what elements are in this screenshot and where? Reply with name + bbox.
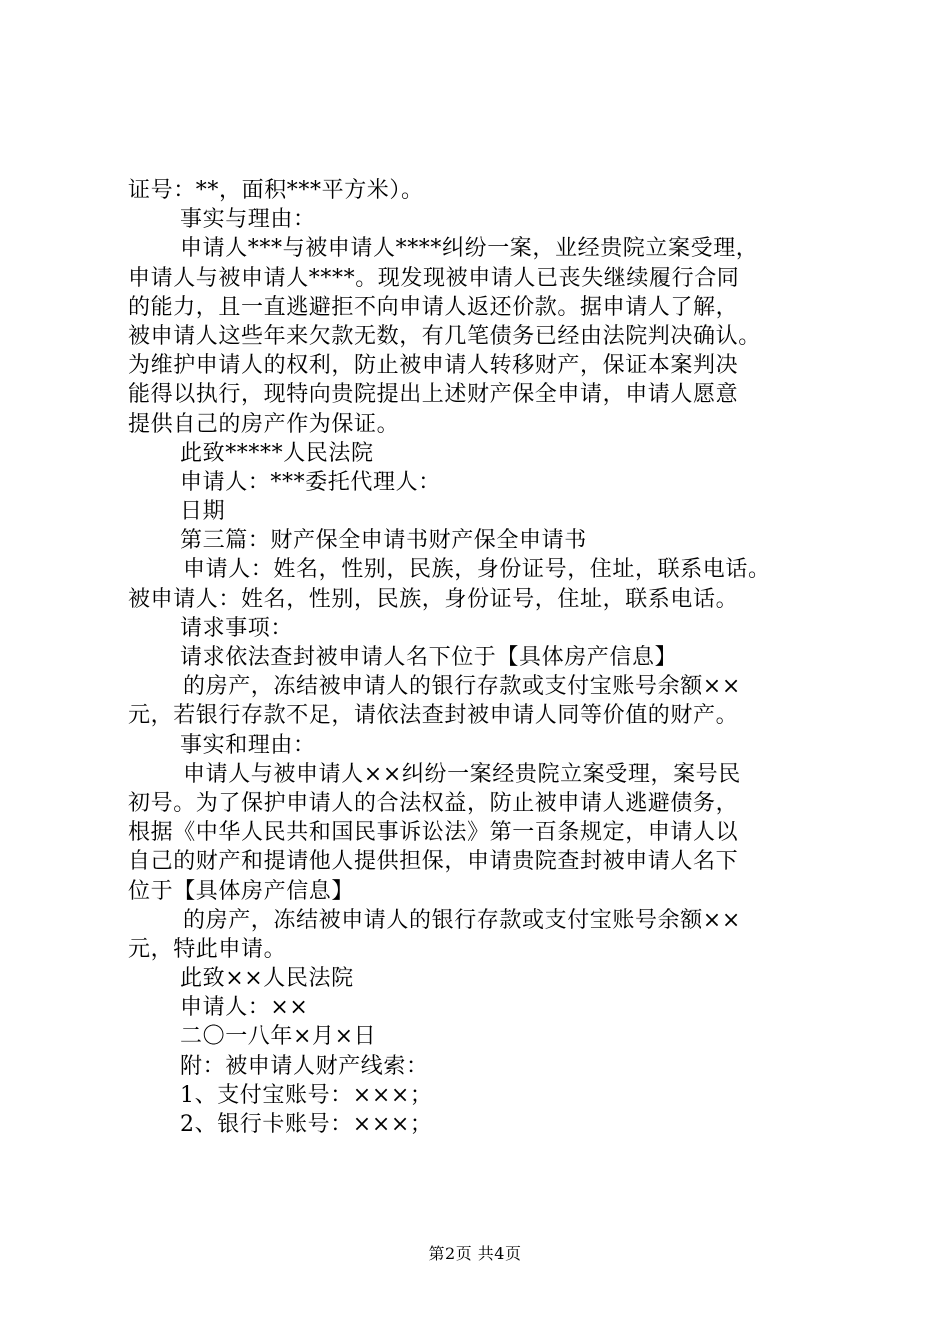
text-line: 自己的财产和提请他人提供担保，申请贵院查封被申请人名下 [128,849,739,875]
page-number: 第2页 共4页 [428,1244,522,1263]
text-line: 申请人：姓名，性别，民族，身份证号，住址，联系电话。 [183,557,771,583]
text-line: 申请人与被申请人****。现发现被申请人已丧失继续履行合同 [128,265,740,291]
text-line: 元，若银行存款不足，请依法查封被申请人同等价值的财产。 [128,703,739,729]
text-line: 能得以执行，现特向贵院提出上述财产保全申请，申请人愿意 [128,382,739,408]
section-heading: 第三篇：财产保全申请书财产保全申请书 [180,528,587,554]
text-line: 为维护申请人的权利，防止被申请人转移财产，保证本案判决 [128,353,739,379]
document-body [128,176,840,1139]
text-line: 申请人与被申请人××纠纷一案经贵院立案受理，案号民 [183,761,741,787]
list-item: 1、支付宝账号：×××； [180,1082,433,1108]
text-line: 附：被申请人财产线索： [180,1053,429,1079]
text-line: 被申请人这些年来欠款无数，有几笔债务已经由法院判决确认。 [128,323,761,349]
text-line: 的能力，且一直逃避拒不向申请人返还价款。据申请人了解， [128,294,739,320]
text-line: 申请人：×× [180,995,309,1021]
text-line: 元，特此申请。 [128,936,287,962]
text-line: 提供自己的房产作为保证。 [128,411,400,437]
text-line: 此致××人民法院 [180,966,354,992]
page-footer [0,1244,950,1264]
section-heading: 事实与理由： [180,207,316,233]
text-line: 的房产，冻结被申请人的银行存款或支付宝账号余额×× [183,674,741,700]
text-line: 根据《中华人民共和国民事诉讼法》第一百条规定，申请人以 [128,820,739,846]
text-line: 初号。为了保护申请人的合法权益，防止被申请人逃避债务， [128,790,739,816]
text-line: 此致*****人民法院 [180,440,374,466]
text-line: 请求依法查封被申请人名下位于【具体房产信息】 [180,645,678,670]
text-line: 申请人：***委托代理人： [180,469,441,495]
text-line: 申请人***与被申请人****纠纷一案，业经贵院立案受理， [180,236,759,262]
text-line: 被申请人：姓名，性别，民族，身份证号，住址，联系电话。 [128,586,739,612]
section-heading: 事实和理由： [180,732,316,758]
text-line: 位于【具体房产信息】 [128,878,355,904]
text-line: 二〇一八年×月×日 [180,1024,377,1050]
section-heading: 请求事项： [180,615,294,641]
text-line: 的房产，冻结被申请人的银行存款或支付宝账号余额×× [183,907,741,933]
text-line: 证号：**，面积***平方米）。 [128,178,424,203]
text-line: 日期 [180,499,226,525]
list-item: 2、银行卡账号：×××； [180,1112,433,1137]
